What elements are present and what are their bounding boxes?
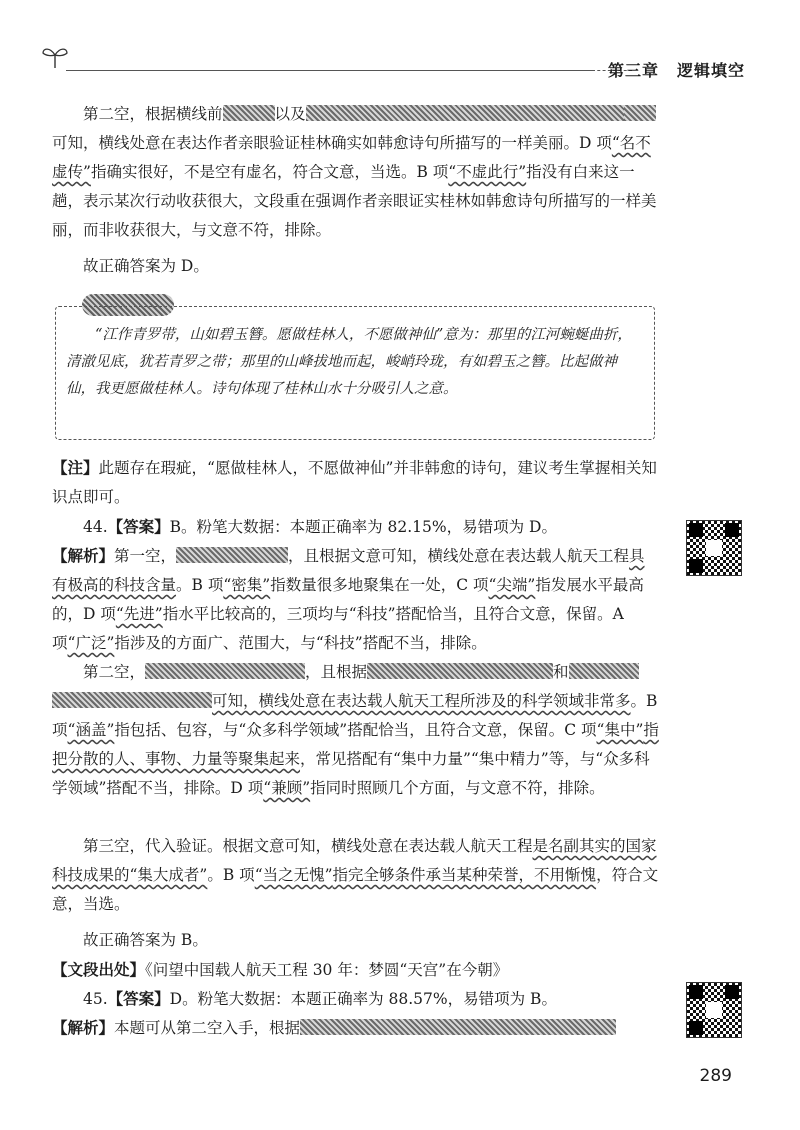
- chapter-number: 第三章: [607, 61, 659, 80]
- redacted-text: [223, 105, 275, 121]
- redacted-text: [145, 663, 305, 679]
- note-paragraph: 【注】此题存在瑕疵，“愿做桂林人，不愿做神仙”并非韩愈的诗句，建议考生掌握相关知识点即可。: [52, 459, 657, 506]
- qr-code[interactable]: [686, 982, 742, 1038]
- header-rule: [66, 70, 595, 71]
- q44-source: 【文段出处】《问望中国载人航天工程 30 年：梦圆“天宫”在今朝》: [52, 961, 509, 979]
- redacted-text: [300, 1019, 616, 1035]
- redacted-text: [569, 663, 639, 679]
- redacted-text: [624, 105, 656, 121]
- redacted-text: [52, 692, 212, 708]
- qr-code[interactable]: [686, 520, 742, 576]
- q44-analysis-blank3: 第三空，代入验证。根据文意可知，横线处意在表达载人航天工程是名副其实的国家科技成果的“集大成者”。B 项“当之无愧”指完全够条件承当某种荣誉，不用惭愧，符合文意，当选。: [52, 837, 659, 913]
- q44-answer-line: 故正确答案为 B。: [83, 931, 208, 949]
- q45-answer: 45.【答案】D。粉笔大数据：本题正确率为 88.57%，易错项为 B。: [83, 990, 557, 1008]
- chapter-heading: [608, 58, 745, 81]
- redacted-text: [306, 105, 624, 121]
- page-header: [40, 38, 745, 78]
- chapter-topic: 逻辑填空: [676, 61, 745, 80]
- tip-text: “江作青罗带，山如碧玉簪。愿做桂林人，不愿做神仙”意为：那里的江河蜿蜒曲折，清澈见底，犹若青罗之带；那里的山峰拔地而起，峻峭玲珑，有如碧玉之簪。比起做神仙，我更愿做桂林人。诗句体现了桂林山水十分吸引人之意。: [66, 327, 632, 397]
- page-number: 289: [699, 1066, 732, 1086]
- answer-line: 故正确答案为 D。: [83, 257, 209, 275]
- redacted-text: [176, 547, 288, 563]
- q44-analysis-blank1: 【解析】第一空， ，且根据文意可知，横线处意在表达载人航天工程具有极高的科技含量。B 项“密集”指数量很多地聚集在一处，C 项“尖端”指发展水平最高的，D 项“先进”指水平比较高的，三项均与“科技”搭配恰当，且符合文意，保留。A 项“广泛”指涉及的方面广、范围大，与“科技”搭配不当，排除。: [52, 547, 645, 652]
- paragraph-blank2-analysis: 第二空，根据横线前 以及可知，横线处意在表达作者亲眼验证桂林确实如韩愈诗句所描写的一样美丽。D 项“名不虚传”指确实很好，不是空有虚名，符合文意，当选。B 项“不虚此行”指没有白来这一趟，表示某次行动收获很大，文段重在强调作者亲眼证实桂林如韩愈诗句所描写的一样美丽，而非收获很大，与文意不符，排除。: [52, 105, 657, 239]
- q44-analysis-blank2: 第二空， ，且根据 和可知，横线处意在表达载人航天工程所涉及的科学领域非常多。B 项“涵盖”指包括、包容，与“众多科学领域”搭配恰当，且符合文意，保留。C 项“集中”指把分散的人、事物、力量等聚集起来，常见搭配有“集中力量”“集中精力”等，与“众多科学领域”搭配不当，排除。D 项“兼顾”指同时照顾几个方面，与文意不符，排除。: [52, 663, 659, 797]
- q45-analysis: 【解析】本题可从第二空入手，根据: [52, 1014, 660, 1043]
- q44-answer: 44.【答案】B。粉笔大数据：本题正确率为 82.15%，易错项为 D。: [83, 518, 557, 536]
- redacted-text: [367, 663, 553, 679]
- sprout-icon: [40, 44, 70, 70]
